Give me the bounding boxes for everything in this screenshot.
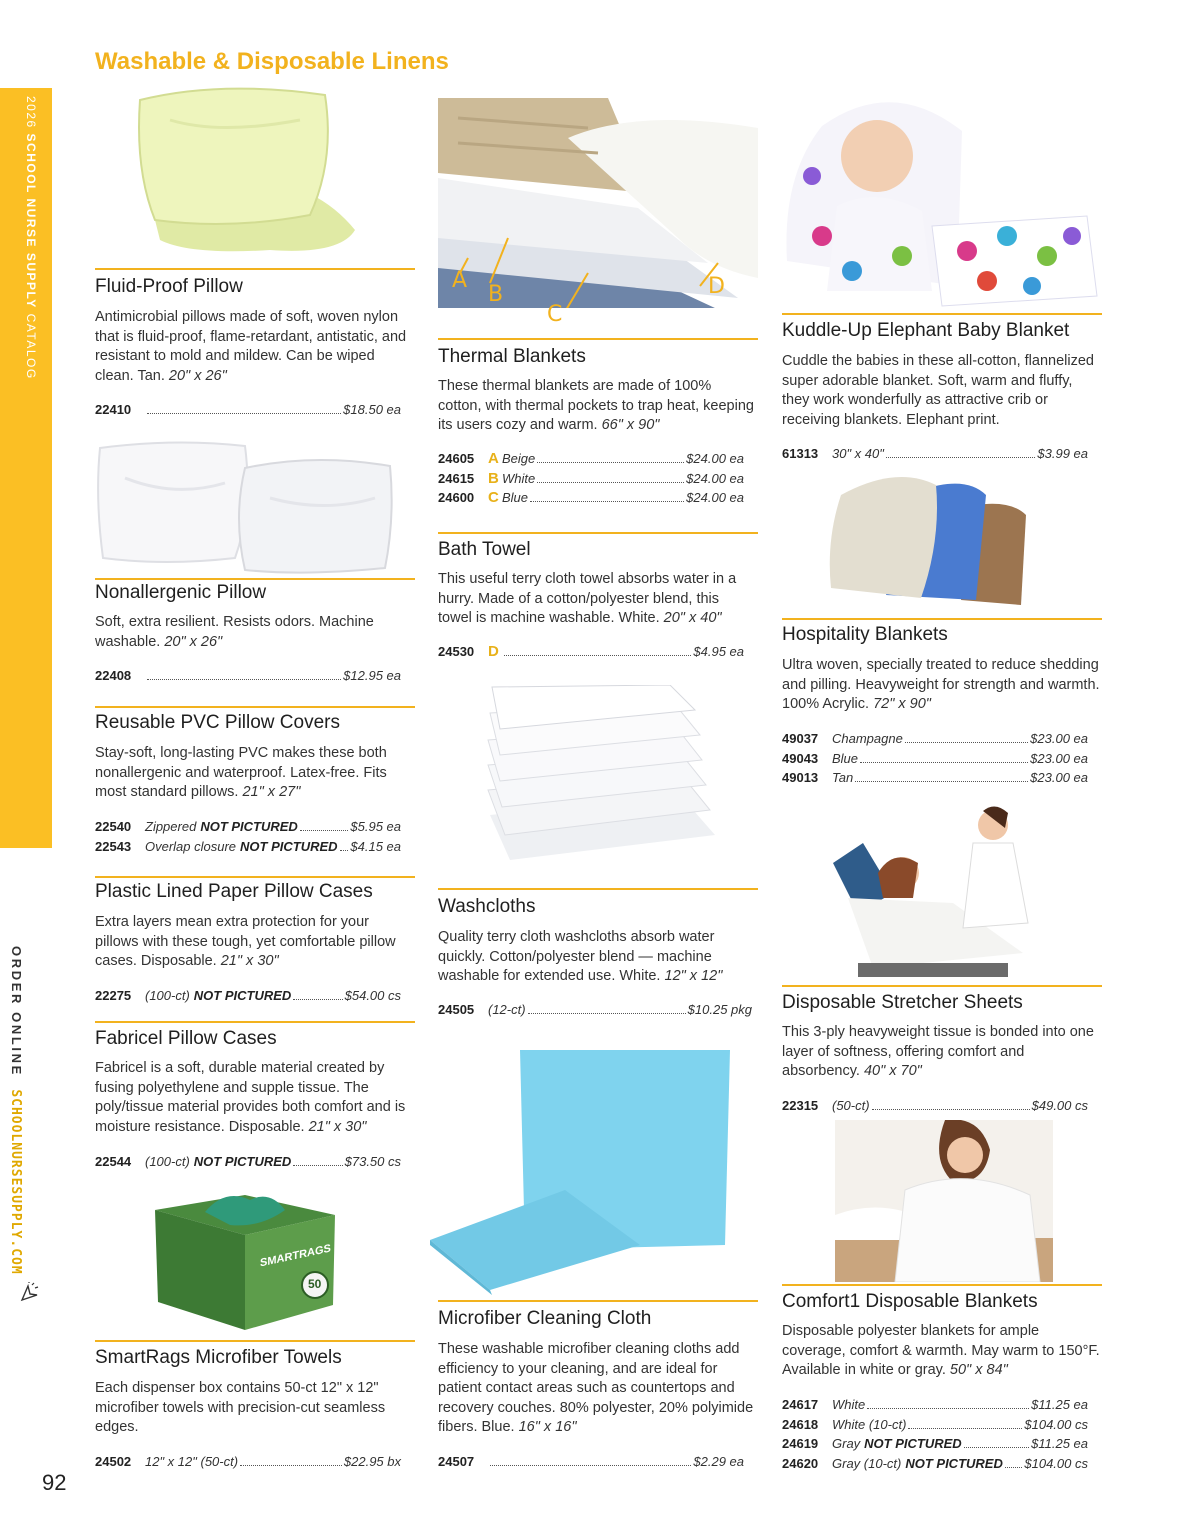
dot-leader (908, 1428, 1022, 1429)
sku: 49037 (782, 731, 819, 746)
item-row-24615 (438, 470, 744, 490)
item-name: Zippered (145, 819, 197, 834)
hospitality-title: Hospitality Blankets (782, 624, 948, 645)
fluid-proof-desc-text: Antimicrobial pillows made of soft, woven nylon that is fluid-proof, flame-retardant, antistatic, and resistant to mold and mildew. Can be wiped clean. Tan. (95, 309, 407, 384)
dot-leader (537, 462, 684, 463)
smartrags-rule (95, 1340, 415, 1342)
dot-leader (293, 999, 342, 1000)
item-row-24505 (438, 1002, 752, 1022)
price: $22.95 bx (343, 1454, 401, 1469)
sidebar-catalog: CATALOG (24, 313, 38, 380)
price: $23.00 ea (1030, 731, 1088, 746)
dot-leader (860, 762, 1028, 763)
dot-leader (905, 742, 1028, 743)
sku: 24619 (782, 1436, 819, 1451)
item-name: (50-ct) (832, 1098, 870, 1113)
sku: 24530 (438, 644, 475, 659)
kuddle-desc: Cuddle the babies in these all-cotton, flannelized super adorable blanket. Soft, warm and fluffy, they work wonderfully as attractive crib or receiving blankets. Elephant print. (782, 353, 1094, 428)
item-row-49037 (782, 731, 1088, 751)
item-letter: A (488, 450, 499, 467)
stretcher-items (782, 1098, 1088, 1118)
plastic-lined-title: Plastic Lined Paper Pillow Cases (95, 881, 373, 902)
fabricel-title: Fabricel Pillow Cases (95, 1028, 277, 1049)
price: $18.50 ea (343, 402, 401, 417)
washcloths-title: Washcloths (438, 896, 536, 917)
dot-leader (240, 1465, 342, 1466)
item-letter: B (488, 469, 499, 487)
stretcher-rule (782, 985, 1102, 987)
thermal-size: 66" x 90" (601, 417, 660, 434)
sku: 22544 (95, 1154, 132, 1169)
price: $24.00 ea (686, 451, 744, 466)
dot-leader (872, 1109, 1030, 1110)
bath-towel-rule (438, 532, 758, 534)
item-name: White (10-ct) (832, 1416, 907, 1432)
kuddle-blanket-photo (782, 86, 1102, 311)
thermal-blankets-photo (438, 98, 758, 308)
nonallergenic-pillow-photo (95, 438, 395, 578)
sku: 24618 (782, 1416, 819, 1432)
item-row-24620 (782, 1456, 1088, 1476)
hospitality-items (782, 731, 1088, 790)
callout-d: D (708, 274, 725, 299)
item-row-22540 (95, 819, 401, 839)
item-letter: C (488, 489, 499, 506)
dot-leader (528, 1013, 686, 1014)
smartrags-items (95, 1454, 401, 1474)
price: $5.95 ea (350, 819, 401, 834)
item-name: Blue (832, 750, 859, 766)
bath-towel-desc-text: This useful terry cloth towel absorbs water in a hurry. Made of a cotton/polyester blend, this towel is machine washable. White. (438, 571, 737, 627)
price: $4.15 ea (350, 838, 401, 854)
microfiber-title: Microfiber Cleaning Cloth (438, 1308, 652, 1329)
dot-leader (147, 679, 341, 680)
smartrags-desc: Each dispenser box contains 50-ct 12" x 12" microfiber towels with precision-cut seamless edges. (95, 1380, 386, 1436)
price: $4.95 ea (693, 644, 744, 659)
hospitality-desc (782, 656, 1104, 715)
not-pictured-tag: NOT PICTURED (240, 838, 338, 854)
item-name: Gray (832, 1436, 861, 1451)
price: $10.25 pkg (687, 1002, 752, 1017)
microfiber-size: 16" x 16" (518, 1419, 577, 1436)
washcloths-photo (480, 685, 720, 865)
stretcher-size: 40" x 70" (863, 1063, 922, 1080)
comfort1-desc-text: Disposable polyester blankets for ample coverage, comfort & warmth. May warm to 150°F. Available in white or gray. (782, 1323, 1100, 1379)
sku: 24620 (782, 1455, 819, 1471)
not-pictured-tag: NOT PICTURED (193, 988, 292, 1003)
pvc-covers-title: Reusable PVC Pillow Covers (95, 712, 340, 733)
price: $104.00 cs (1024, 1455, 1088, 1471)
item-name: Beige (502, 451, 536, 466)
pvc-covers-size: 21" x 27" (242, 784, 301, 801)
bath-towel-desc (438, 570, 756, 629)
item-name: Blue (502, 490, 529, 505)
item-name: (12-ct) (488, 1002, 526, 1017)
fabricel-desc-text: Fabricel is a soft, durable material created by fusing polyethylene and supple tissue. The poly/tissue material provides both comfort and is moisture resistance. Disposable. (95, 1060, 406, 1135)
smartrags-box-count: 50 (308, 1277, 322, 1291)
comfort1-size: 50" x 84" (949, 1362, 1008, 1379)
fluid-proof-rule (95, 268, 415, 270)
item-name: (100-ct) (145, 988, 190, 1003)
item-row-24507 (438, 1454, 744, 1474)
smartrags-box-photo (150, 1190, 340, 1332)
price: $2.29 ea (693, 1454, 744, 1469)
microfiber-cloth-photo (430, 1045, 735, 1295)
sku: 49013 (782, 770, 819, 785)
plastic-lined-items (95, 988, 401, 1008)
kuddle-items (782, 446, 1088, 466)
not-pictured-tag: NOT PICTURED (193, 1154, 292, 1169)
sidebar-brand: SCHOOL NURSE SUPPLY (24, 133, 38, 309)
thermal-items (438, 450, 744, 509)
item-row-24600 (438, 489, 744, 509)
item-row-49013 (782, 770, 1088, 790)
microfiber-desc (438, 1340, 758, 1438)
item-row-24605 (438, 450, 744, 470)
nonallergenic-desc (95, 613, 413, 652)
item-name: (100-ct) (145, 1154, 190, 1169)
sku: 24615 (438, 470, 475, 486)
fabricel-items (95, 1154, 401, 1174)
item-row-22543 (95, 839, 401, 859)
sidebar-catalog-label (24, 96, 38, 380)
sku: 24507 (438, 1454, 475, 1469)
sku: 24505 (438, 1002, 475, 1017)
item-row-22408 (95, 668, 401, 688)
fluid-proof-desc (95, 308, 413, 386)
washcloths-desc-text: Quality terry cloth washcloths absorb water quickly. Cotton/polyester blend — machine washable for extended use. White. (438, 929, 715, 985)
item-row-24502 (95, 1454, 401, 1474)
sku: 22275 (95, 988, 132, 1003)
fabricel-rule (95, 1021, 415, 1023)
microfiber-rule (438, 1300, 758, 1302)
hospitality-blankets-photo (826, 470, 1031, 610)
bath-towel-title: Bath Towel (438, 539, 531, 560)
callout-a: A (452, 268, 468, 293)
not-pictured-tag: NOT PICTURED (200, 819, 298, 834)
smartrags-box-label: SMARTRAGS (260, 1242, 331, 1270)
sku: 22408 (95, 668, 132, 683)
fabricel-desc (95, 1059, 415, 1137)
comfort1-title: Comfort1 Disposable Blankets (782, 1291, 1038, 1312)
page-title: Washable & Disposable Linens (95, 48, 449, 75)
comfort1-desc (782, 1322, 1102, 1381)
washcloths-rule (438, 888, 758, 890)
sidebar-year: 2026 (24, 96, 38, 129)
plastic-lined-rule (95, 876, 415, 878)
washcloths-items (438, 1002, 752, 1022)
bath-towel-items (438, 643, 744, 663)
dot-leader (886, 457, 1036, 458)
item-row-61313 (782, 446, 1088, 466)
stretcher-title: Disposable Stretcher Sheets (782, 992, 1023, 1013)
sku: 22543 (95, 838, 132, 854)
order-url-link[interactable]: SCHOOLNURSESUPPLY.COM (8, 1089, 23, 1275)
item-name: 30" x 40" (832, 446, 884, 461)
dot-leader (855, 781, 1028, 782)
callout-c: C (547, 302, 563, 327)
microfiber-items (438, 1454, 744, 1474)
plastic-lined-desc-text: Extra layers mean extra protection for your pillows with these tough, yet comfortable pillow cases. Disposable. (95, 914, 396, 970)
not-pictured-tag: NOT PICTURED (905, 1455, 1003, 1471)
item-name: Overlap closure (145, 838, 237, 854)
sku: 24605 (438, 451, 475, 466)
item-name: 12" x 12" (50-ct) (145, 1454, 239, 1469)
item-name: Gray (10-ct) (832, 1455, 902, 1471)
callout-b: B (488, 282, 504, 307)
microfiber-desc-text: These washable microfiber cleaning cloths add efficiency to your cleaning, and are ideal for patient contact areas such as countertops and recovery couches. 80% polyester, 20% polyimide fibers. Blue. (438, 1341, 754, 1436)
hospitality-size: 72" x 90" (873, 696, 931, 713)
pvc-covers-items (95, 819, 401, 858)
item-letter: D (488, 643, 499, 660)
pvc-covers-rule (95, 706, 415, 708)
stretcher-sheets-photo (833, 803, 1053, 983)
nonallergenic-desc-text: Soft, extra resilient. Resists odors. Machine washable. (95, 614, 374, 650)
thermal-rule (438, 338, 758, 340)
not-pictured-tag: NOT PICTURED (864, 1436, 962, 1451)
sku: 24600 (438, 490, 475, 505)
item-row-24530 (438, 643, 744, 663)
price: $11.25 ea (1031, 1436, 1088, 1451)
pvc-covers-desc (95, 744, 413, 803)
order-online-text: ORDER ONLINE (9, 946, 24, 1077)
price: $104.00 cs (1024, 1416, 1088, 1432)
price: $49.00 cs (1031, 1098, 1088, 1113)
dot-leader (490, 1465, 691, 1466)
comfort1-items (782, 1397, 1088, 1475)
price: $23.00 ea (1030, 770, 1088, 785)
bath-towel-size: 20" x 40" (663, 610, 722, 627)
fluid-proof-pillow-photo (110, 80, 360, 260)
dot-leader (530, 501, 684, 502)
sku: 22540 (95, 819, 132, 834)
fluid-proof-items (95, 402, 401, 422)
item-row-49043 (782, 751, 1088, 771)
dot-leader (964, 1447, 1029, 1448)
comfort1-blanket-photo (835, 1120, 1053, 1282)
washcloths-size: 12" x 12" (664, 968, 723, 985)
price: $24.00 ea (686, 490, 744, 505)
fabricel-size: 21" x 30" (308, 1118, 367, 1135)
sku: 49043 (782, 750, 819, 766)
thermal-title: Thermal Blankets (438, 346, 586, 367)
dot-leader (300, 830, 349, 831)
fluid-proof-title: Fluid-Proof Pillow (95, 276, 243, 297)
item-name: Tan (832, 770, 854, 785)
kuddle-title: Kuddle-Up Elephant Baby Blanket (782, 320, 1070, 341)
item-row-22315 (782, 1098, 1088, 1118)
sku: 22315 (782, 1098, 819, 1113)
sku: 61313 (782, 446, 819, 461)
dot-leader (867, 1408, 1029, 1409)
page-number: 92 (42, 1470, 67, 1495)
price: $23.00 ea (1030, 750, 1088, 766)
pvc-covers-desc-text: Stay-soft, long-lasting PVC makes these both nonallergenic and waterproof. Latex-free. Fits most standard pillows. (95, 745, 387, 801)
nonallergenic-size: 20" x 26" (164, 633, 223, 650)
price: $3.99 ea (1037, 446, 1088, 461)
smartrags-title: SmartRags Microfiber Towels (95, 1347, 342, 1368)
washcloths-desc (438, 928, 756, 987)
dot-leader (537, 482, 684, 483)
item-row-22544 (95, 1154, 401, 1174)
cursor-click-icon (18, 1282, 40, 1309)
dot-leader (293, 1165, 342, 1166)
plastic-lined-size: 21" x 30" (220, 953, 279, 970)
nonallergenic-rule (95, 578, 415, 580)
stretcher-desc (782, 1023, 1102, 1082)
hospitality-rule (782, 618, 1102, 620)
item-name: White (502, 470, 536, 486)
sku: 24617 (782, 1397, 819, 1412)
item-name: White (832, 1397, 866, 1412)
comfort1-rule (782, 1284, 1102, 1286)
item-row-24618 (782, 1417, 1088, 1437)
fluid-proof-size: 20" x 26" (168, 367, 227, 384)
kuddle-rule (782, 313, 1102, 315)
price: $73.50 cs (344, 1154, 401, 1169)
item-row-22410 (95, 402, 401, 422)
dot-leader (504, 655, 691, 656)
nonallergenic-title: Nonallergenic Pillow (95, 582, 267, 603)
hospitality-desc-text: Ultra woven, specially treated to reduce shedding and pilling. Heavyweight for strength and warmth. 100% Acrylic. (782, 657, 1100, 713)
dot-leader (1005, 1467, 1023, 1468)
plastic-lined-desc (95, 913, 413, 972)
dot-leader (340, 850, 349, 851)
item-row-24617 (782, 1397, 1088, 1417)
item-row-24619 (782, 1436, 1088, 1456)
price: $54.00 cs (344, 988, 401, 1003)
sku: 22410 (95, 402, 132, 417)
dot-leader (147, 413, 341, 414)
price: $11.25 ea (1031, 1397, 1088, 1412)
item-name: Champagne (832, 731, 903, 746)
order-online-label (8, 946, 24, 1275)
thermal-desc-text: These thermal blankets are made of 100% cotton, with thermal pockets to trap heat, keeping its users cozy and warm. (438, 378, 754, 434)
stretcher-desc-text: This 3-ply heavyweight tissue is bonded into one layer of softness, offering comfort and absorbency. (782, 1024, 1094, 1080)
sku: 24502 (95, 1454, 132, 1469)
price: $24.00 ea (686, 470, 744, 486)
nonallergenic-items (95, 668, 401, 688)
price: $12.95 ea (343, 668, 401, 683)
item-row-22275 (95, 988, 401, 1008)
thermal-desc (438, 377, 756, 436)
